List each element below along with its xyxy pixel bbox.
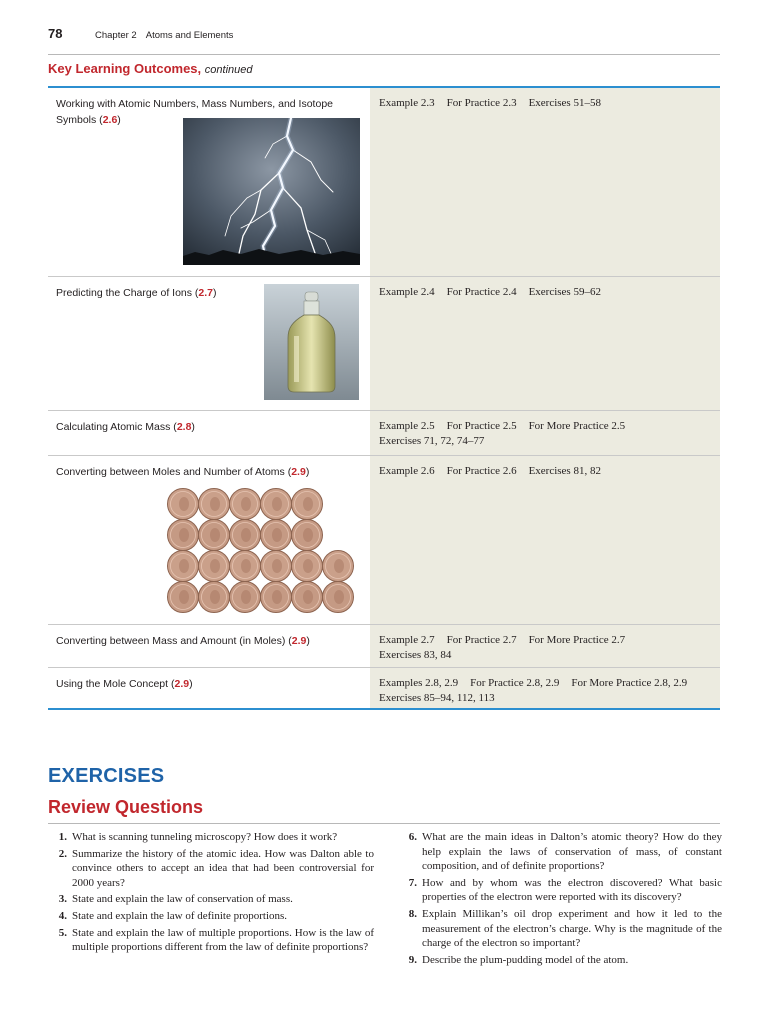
section-link[interactable]: 2.7 xyxy=(198,287,214,299)
question-text: Explain Millikan’s oil drop experiment and how it led to the measurement of the electron’s charge. Why is the magnitude of the charge of the electron so important? xyxy=(422,907,722,950)
klo-row xyxy=(48,668,720,710)
page-number: 78 xyxy=(48,26,63,41)
practice-references xyxy=(379,633,637,663)
exercises-heading: EXERCISES xyxy=(48,765,165,787)
chapter-title: Atoms and Elements xyxy=(145,30,234,41)
question-item xyxy=(398,953,722,968)
section-link[interactable]: 2.9 xyxy=(291,466,306,478)
practice-ref[interactable]: For Practice 2.8, 2.9 xyxy=(470,677,560,689)
chapter-label: Chapter 2 xyxy=(95,30,137,41)
penny-profile xyxy=(272,528,282,542)
more-practice-ref[interactable]: For More Practice 2.8, 2.9 xyxy=(571,677,688,689)
outcome-text: Working with Atomic Numbers, Mass Numbers, and Isotope Symbols (2.6) xyxy=(56,98,333,126)
outcome-cell xyxy=(48,277,370,410)
klo-row xyxy=(48,88,720,277)
section-link[interactable]: 2.9 xyxy=(174,678,190,690)
klo-row xyxy=(48,456,720,625)
klo-continued: continued xyxy=(204,64,253,76)
review-questions-heading: Review Questions xyxy=(48,797,204,817)
penny-profile xyxy=(241,528,251,542)
penny-profile xyxy=(303,559,313,573)
refs-cell xyxy=(370,277,720,410)
refs-cell xyxy=(370,411,720,455)
question-text: What is scanning tunneling microscopy? How does it work? xyxy=(72,831,338,843)
question-text: State and explain the law of definite proportions. xyxy=(72,909,288,922)
penny-profile xyxy=(210,528,220,542)
klo-row xyxy=(48,411,720,456)
question-text: What are the main ideas in Dalton’s atomic theory? How do they help explain the laws of conservation of mass, of constant composition, and of definite proportions? xyxy=(422,831,722,873)
klo-row xyxy=(48,277,720,411)
exercises-ref[interactable]: Exercises 71, 72, 74–77 xyxy=(379,435,485,447)
section-link[interactable]: 2.6 xyxy=(102,114,118,126)
question-item xyxy=(48,830,374,845)
practice-ref[interactable]: For Practice 2.3 xyxy=(446,97,517,109)
practice-references xyxy=(379,96,613,111)
outcome-text: Using the Mole Concept (2.9) xyxy=(56,678,193,690)
outcome-cell xyxy=(48,411,370,455)
klo-row xyxy=(48,625,720,668)
question-text: How and by whom was the electron discovered? What basic properties of the electron were reported with its discovery? xyxy=(422,876,722,904)
questions-column-left xyxy=(48,830,374,957)
exercises-ref[interactable]: Exercises 59–62 xyxy=(528,286,601,298)
pennies-photo xyxy=(166,488,358,614)
outcome-cell xyxy=(48,88,370,276)
practice-references xyxy=(379,285,613,300)
question-number: 4. xyxy=(58,909,67,922)
question-text: Summarize the history of the atomic idea. How was Dalton able to convince others to accept an idea that had been controversial for 2000 years? xyxy=(72,847,374,889)
penny-profile xyxy=(210,590,220,604)
review-rule xyxy=(48,823,720,824)
outcome-text: Predicting the Charge of Ions (2.7) xyxy=(56,287,217,299)
question-number: 1. xyxy=(58,831,67,843)
exercises-ref[interactable]: Exercises 83, 84 xyxy=(379,649,452,661)
section-link[interactable]: 2.8 xyxy=(176,421,192,433)
outcome-label: Converting between Mass and Amount (in Moles) xyxy=(56,635,286,647)
question-text: State and explain the law of multiple proportions. How is the law of multiple proportions different from the law of definite proportions? xyxy=(72,926,374,954)
penny-profile xyxy=(179,497,189,511)
practice-references xyxy=(379,676,699,706)
question-item xyxy=(398,907,722,951)
exercises-ref[interactable]: Exercises 51–58 xyxy=(528,97,601,109)
example-ref[interactable]: Example 2.4 xyxy=(379,286,435,298)
question-number: 5. xyxy=(58,926,67,939)
penny-profile xyxy=(272,559,282,573)
questions-column-right xyxy=(398,830,722,969)
refs-cell xyxy=(370,456,720,624)
outcome-text: Calculating Atomic Mass (2.8) xyxy=(56,421,195,433)
penny-profile xyxy=(179,590,189,604)
practice-ref[interactable]: For Practice 2.5 xyxy=(446,420,517,432)
refs-cell xyxy=(370,88,720,276)
penny-profile xyxy=(241,497,251,511)
section-link[interactable]: 2.9 xyxy=(291,635,307,647)
penny-profile xyxy=(210,497,220,511)
lightning-photo xyxy=(183,118,360,265)
outcome-label: Converting between Moles and Number of Atoms xyxy=(56,466,285,478)
example-ref[interactable]: Example 2.5 xyxy=(379,420,435,432)
question-item xyxy=(48,909,374,924)
exercises-ref[interactable]: Exercises 85–94, 112, 113 xyxy=(379,692,495,704)
question-number: 2. xyxy=(58,847,67,860)
question-item xyxy=(48,926,374,955)
outcome-cell xyxy=(48,668,370,708)
example-ref[interactable]: Example 2.7 xyxy=(379,634,435,646)
outcome-cell xyxy=(48,625,370,667)
practice-ref[interactable]: For Practice 2.4 xyxy=(446,286,517,298)
penny-profile xyxy=(210,559,220,573)
practice-ref[interactable]: For Practice 2.6 xyxy=(446,465,517,477)
outcome-label: Predicting the Charge of Ions xyxy=(56,287,192,299)
penny-profile xyxy=(179,528,189,542)
practice-references xyxy=(379,464,613,479)
question-item xyxy=(48,847,374,891)
penny-profile xyxy=(303,497,313,511)
outcome-label: Using the Mole Concept xyxy=(56,678,169,690)
header-rule xyxy=(48,54,720,55)
penny-profile xyxy=(334,559,344,573)
penny-profile xyxy=(272,497,282,511)
example-ref[interactable]: Example 2.6 xyxy=(379,465,435,477)
penny-profile xyxy=(179,559,189,573)
bottle-photo xyxy=(264,284,359,400)
practice-references xyxy=(379,419,637,449)
question-text: Describe the plum-pudding model of the atom. xyxy=(422,953,629,966)
practice-ref[interactable]: For Practice 2.7 xyxy=(446,634,517,646)
question-number: 9. xyxy=(408,953,417,966)
question-item xyxy=(48,892,374,907)
example-ref[interactable]: Examples 2.8, 2.9 xyxy=(379,677,459,689)
more-practice-ref[interactable]: For More Practice 2.5 xyxy=(528,420,626,432)
klo-title: Key Learning Outcomes, xyxy=(48,61,202,76)
penny-profile xyxy=(303,590,313,604)
question-item xyxy=(398,830,722,874)
penny-profile xyxy=(241,590,251,604)
more-practice-ref[interactable]: For More Practice 2.7 xyxy=(528,634,626,646)
refs-cell xyxy=(370,668,720,708)
outcome-text: Converting between Mass and Amount (in Moles) (2.9) xyxy=(56,635,310,647)
running-head xyxy=(48,26,233,41)
penny-profile xyxy=(241,559,251,573)
outcome-text: Converting between Moles and Number of Atoms (2.9) xyxy=(56,466,310,478)
question-number: 7. xyxy=(408,876,417,889)
outcome-label: Calculating Atomic Mass xyxy=(56,421,171,433)
outcome-cell xyxy=(48,456,370,624)
question-item xyxy=(398,876,722,905)
example-ref[interactable]: Example 2.3 xyxy=(379,97,435,109)
outcome-label: Working with Atomic Numbers, Mass Numbers, and Isotope Symbols xyxy=(56,98,333,126)
penny-profile xyxy=(272,590,282,604)
question-text: State and explain the law of conservation of mass. xyxy=(72,893,293,906)
exercises-ref[interactable]: Exercises 81, 82 xyxy=(528,465,601,477)
key-learning-outcomes-heading xyxy=(48,61,253,76)
question-number: 3. xyxy=(58,893,67,906)
penny-profile xyxy=(303,528,313,542)
question-number: 8. xyxy=(408,907,417,920)
question-number: 6. xyxy=(408,831,417,843)
refs-cell xyxy=(370,625,720,667)
penny-profile xyxy=(334,590,344,604)
